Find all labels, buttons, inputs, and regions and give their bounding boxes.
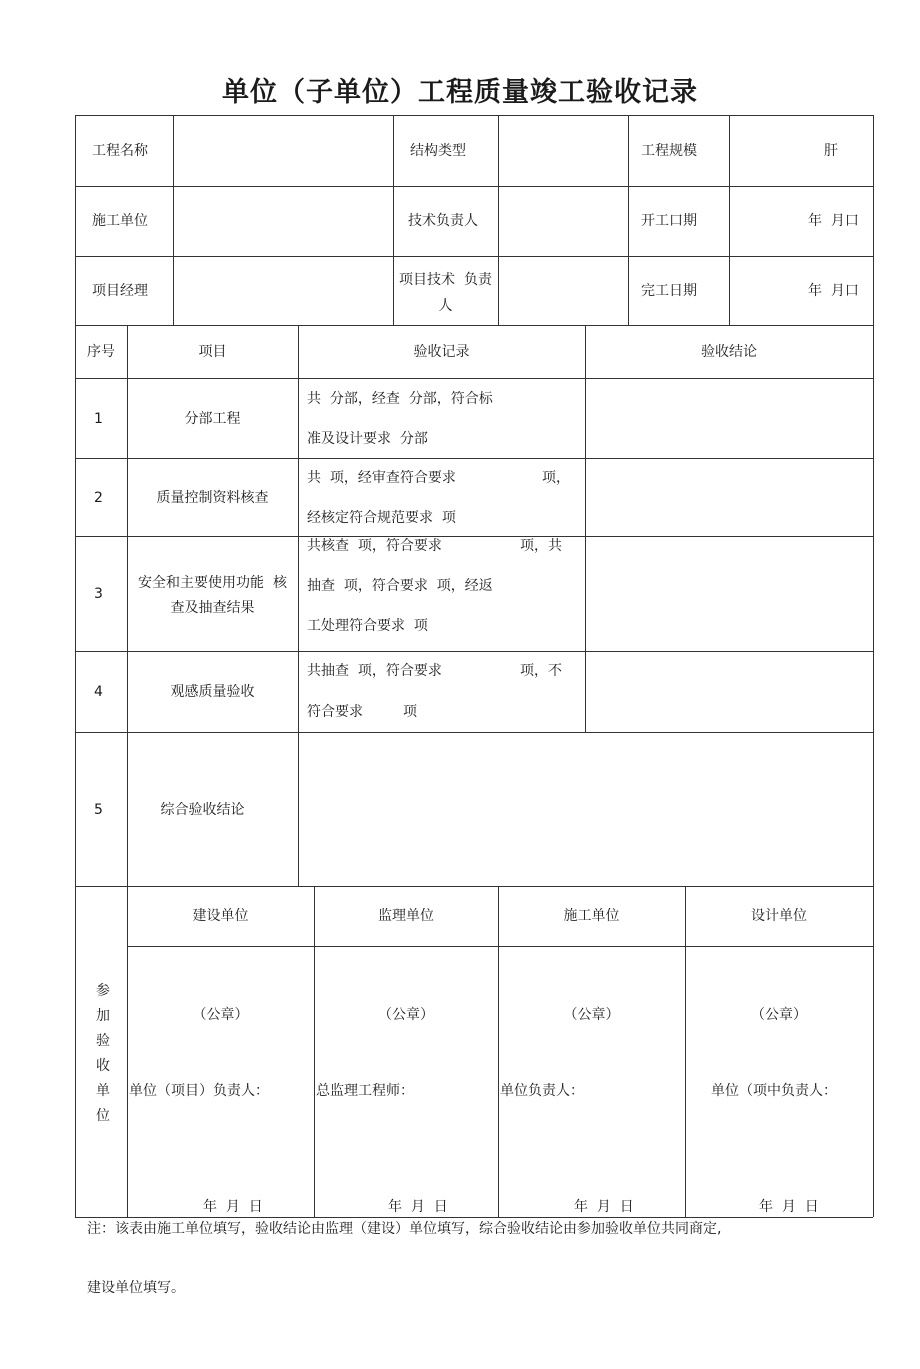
unit-4-seal: （公章） [751, 1007, 807, 1023]
start-date-value: 年 月口 [808, 213, 859, 229]
note-line1: 注：该表由施工单位填写，验收结论由监理（建设）单位填写，综合验收结论由参加验收单位共同商定, [87, 1221, 722, 1237]
row-3-record-line1b: 项，共 [520, 538, 562, 554]
row-3-item-line2: 查及抽查结果 [170, 600, 255, 616]
contractor-label: 施工单位 [92, 213, 148, 229]
unit-3-name: 施工单位 [563, 908, 620, 924]
participants-label [93, 979, 113, 1129]
participants-label-char: 加 [96, 1008, 110, 1024]
row-4-item: 观感质量验收 [170, 684, 255, 700]
row-4-record-line1b: 项，不 [520, 663, 562, 679]
pm-label: 项目经理 [92, 283, 148, 299]
participants-label-char: 验 [96, 1033, 110, 1049]
unit-2-signer: 总监理工程师： [316, 1083, 414, 1099]
unit-4-date: 年 月 日 [759, 1199, 819, 1215]
row-1-record-line2: 准及设计要求 分部 [307, 431, 428, 447]
project-name-label: 工程名称 [92, 143, 148, 159]
unit-1-name: 建设单位 [192, 908, 249, 924]
row-4-no: 4 [94, 684, 103, 700]
header-record: 验收记录 [413, 344, 470, 360]
tech-head-label: 技术负责人 [408, 213, 478, 229]
row-2-record-line1a: 共 项，经审查符合要求 [307, 470, 456, 486]
scale-label: 工程规模 [641, 143, 697, 159]
start-date-label: 开工口期 [641, 213, 697, 229]
finish-date-label: 完工日期 [641, 283, 697, 299]
unit-3-seal: （公章） [563, 1007, 620, 1023]
participants-label-char: 单 [96, 1083, 110, 1099]
row-3-record-line3: 工处理符合要求 项 [307, 618, 428, 634]
participants-label-char: 位 [96, 1108, 110, 1124]
unit-1-signer: 单位（项目）负责人： [129, 1083, 269, 1099]
row-5-no: 5 [94, 802, 103, 818]
unit-2-date: 年 月 日 [388, 1199, 448, 1215]
row-2-no: 2 [94, 490, 103, 506]
row-3-record-line1a: 共核查 项，符合要求 [307, 538, 442, 554]
row-4-record-line1a: 共抽查 项，符合要求 [307, 663, 442, 679]
row-2-record-line2: 经核定符合规范要求 项 [307, 510, 456, 526]
form-title: 单位（子单位）工程质量竣工验收记录 [222, 77, 698, 108]
unit-3-date: 年 月 日 [574, 1199, 634, 1215]
unit-3-signer: 单位负责人： [500, 1083, 584, 1099]
project-tech-head-label-line1: 项目技术 负责 [399, 272, 492, 288]
row-2-record-line1b: 项， [542, 470, 570, 486]
header-no: 序号 [87, 344, 115, 360]
header-conclusion: 验收结论 [701, 344, 757, 360]
header-item: 项目 [198, 344, 227, 360]
row-1-record-line1: 共 分部，经查 分部，符合标 [307, 391, 493, 407]
finish-date-value: 年 月口 [808, 283, 859, 299]
participants-label-char: 收 [96, 1058, 110, 1074]
row-1-item: 分部工程 [184, 411, 241, 427]
unit-1-date: 年 月 日 [203, 1199, 263, 1215]
participants-label-char: 参 [96, 983, 110, 999]
unit-1-seal: （公章） [192, 1007, 249, 1023]
unit-2-name: 监理单位 [378, 908, 434, 924]
row-3-record-line2: 抽查 项，符合要求 项，经返 [307, 578, 493, 594]
unit-4-signer: 单位（项中负责人： [711, 1083, 837, 1099]
row-4-record-line2b: 项 [403, 704, 417, 720]
structure-type-label: 结构类型 [410, 143, 466, 159]
row-5-item: 综合验收结论 [160, 802, 245, 818]
project-tech-head-label-line2: 人 [438, 298, 453, 314]
row-2-item: 质量控制资料核查 [156, 490, 269, 506]
unit-4-name: 设计单位 [751, 908, 807, 924]
row-1-no: 1 [94, 411, 103, 427]
unit-2-seal: （公章） [378, 1007, 434, 1023]
note-line2: 建设单位填写。 [87, 1280, 185, 1296]
scale-unit: 肝 [824, 143, 838, 159]
row-3-item-line1: 安全和主要使用功能 核 [138, 575, 287, 591]
row-3-no: 3 [94, 586, 103, 602]
row-4-record-line2a: 符合要求 [307, 704, 363, 720]
